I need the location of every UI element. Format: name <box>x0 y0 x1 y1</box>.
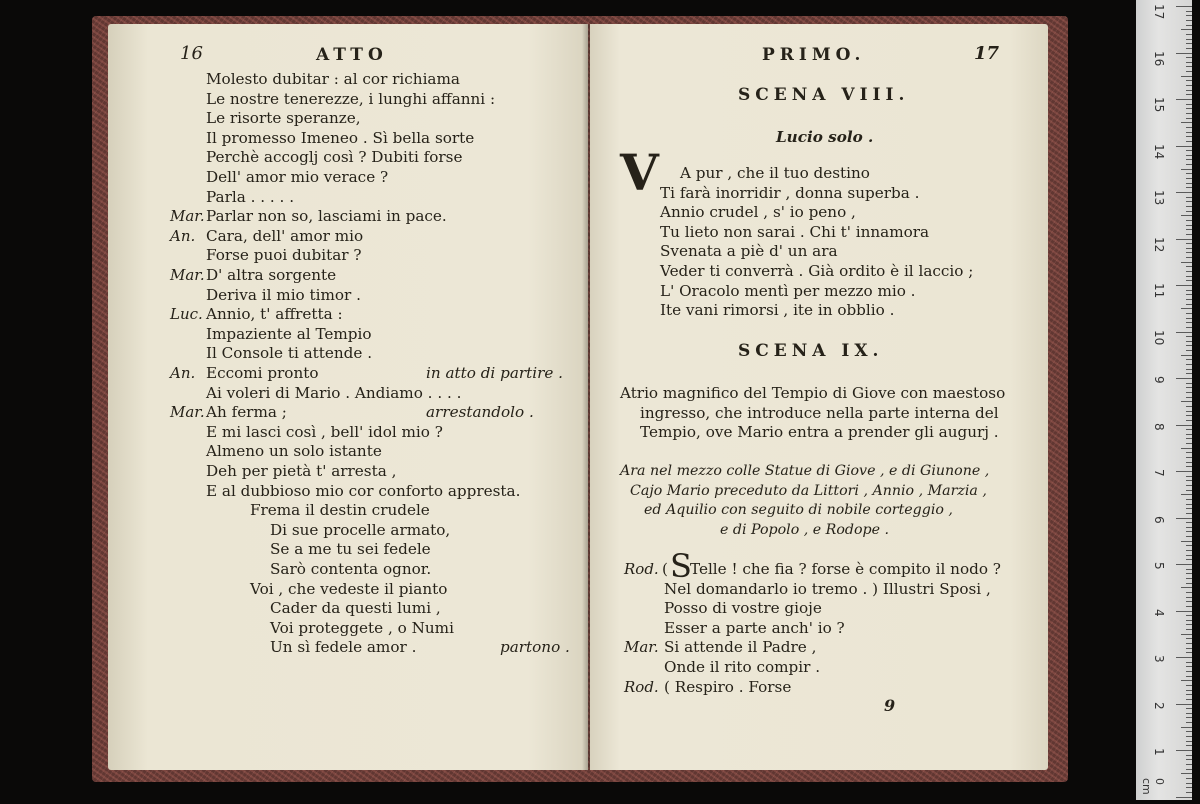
ruler-tick <box>1186 187 1192 188</box>
monologue-line: A pur , che il tuo destino <box>680 164 870 182</box>
ruler-tick <box>1186 666 1192 667</box>
scene-viii-character: Lucio solo . <box>776 128 874 146</box>
stage-direction: in atto di partire . <box>426 364 564 382</box>
ruler-tick <box>1186 136 1192 137</box>
ruler-tick <box>1186 434 1192 435</box>
ruler-tick <box>1186 676 1192 677</box>
ruler-tick <box>1186 341 1192 342</box>
aria-line: Cader da questi lumi , <box>270 599 441 618</box>
ruler-tick <box>1186 383 1192 384</box>
verse-line: Annio, t' affretta : <box>206 305 343 324</box>
ruler-tick <box>1181 29 1192 30</box>
ruler-tick <box>1186 731 1192 732</box>
ruler-tick <box>1186 745 1192 746</box>
verse-line: Dell' amor mio verace ? <box>206 168 389 186</box>
ruler-tick <box>1186 522 1192 523</box>
verse-line: Le nostre tenerezze, i lunghi affanni : <box>206 89 496 108</box>
ruler-tick <box>1176 146 1192 147</box>
verse-line: Ai voleri di Mario . Andiamo . . . . <box>206 383 462 402</box>
monologue-line: Annio crudel , s' io peno , <box>660 203 856 222</box>
ruler-tick <box>1186 490 1192 491</box>
ruler-tick <box>1186 159 1192 160</box>
verse-line: Almeno un solo istante <box>206 442 382 461</box>
dialogue-line: Nel domandarlo io tremo . ) Illustri Sposi , <box>664 579 991 598</box>
ruler-tick <box>1181 773 1192 774</box>
scene-ix-title: SCENA IX. <box>738 341 884 361</box>
ruler-tick <box>1186 583 1192 584</box>
ruler-tick <box>1176 192 1192 193</box>
ruler-tick <box>1176 704 1192 705</box>
ruler-tick <box>1186 713 1192 714</box>
ruler-tick <box>1186 690 1192 691</box>
ruler-tick <box>1186 694 1192 695</box>
ruler-number: 1 <box>1152 748 1166 756</box>
ruler-tick <box>1186 206 1192 207</box>
stage-direction: partono . <box>500 638 570 657</box>
ruler-tick <box>1186 392 1192 393</box>
ruler-tick <box>1186 508 1192 509</box>
ruler-tick <box>1176 332 1192 333</box>
ruler-tick <box>1176 797 1192 798</box>
ruler-number: 15 <box>1152 97 1166 113</box>
ruler-tick <box>1186 736 1192 737</box>
verse-line: Deh per pietà t' arresta , <box>206 462 397 480</box>
speaker-label: Mar. <box>170 403 205 422</box>
ruler-tick <box>1186 531 1192 532</box>
ruler-tick <box>1176 471 1192 472</box>
aria-line: Se a me tu sei fedele <box>270 540 431 559</box>
ruler-tick <box>1186 15 1192 16</box>
ruler-tick <box>1186 555 1192 556</box>
ruler-tick <box>1186 113 1192 114</box>
speaker-label: Rod. <box>624 677 659 696</box>
ruler-tick <box>1186 141 1192 142</box>
ruler-tick <box>1186 234 1192 235</box>
ruler-number: 11 <box>1152 283 1166 299</box>
ruler-tick <box>1186 313 1192 314</box>
ruler-tick <box>1181 634 1192 635</box>
verse-line: D' altra sorgente <box>206 266 337 284</box>
ruler-tick <box>1176 6 1192 7</box>
verse-line: Forse puoi dubitar ? <box>206 246 362 265</box>
ruler-tick <box>1186 443 1192 444</box>
ruler-tick <box>1186 755 1192 756</box>
ruler-tick <box>1186 699 1192 700</box>
ruler-tick <box>1186 248 1192 249</box>
verse-line: Molesto dubitar : al cor richiama <box>206 70 460 88</box>
ruler-tick <box>1186 420 1192 421</box>
ruler-number: 8 <box>1152 422 1166 431</box>
ruler-tick <box>1186 485 1192 486</box>
ruler-tick <box>1186 764 1192 765</box>
monologue-line: Ite vani rimorsi , ite in obblio . <box>660 301 895 320</box>
ruler-number: 14 <box>1152 143 1166 159</box>
ruler-tick <box>1186 280 1192 281</box>
ruler-tick <box>1186 559 1192 560</box>
ruler-tick <box>1186 373 1192 374</box>
ruler-tick <box>1181 308 1192 309</box>
bracket-prefix: ( <box>662 560 668 578</box>
monologue-line: Ti farà inorridir , donna superba . <box>660 183 920 202</box>
ruler-tick <box>1186 318 1192 319</box>
ruler-tick <box>1186 173 1192 174</box>
speaker-label: Rod. <box>624 560 659 578</box>
ruler-tick <box>1186 504 1192 505</box>
ruler-tick <box>1186 462 1192 463</box>
ruler-tick <box>1186 271 1192 272</box>
stage-direction-line: Cajo Mario preceduto da Littori , Annio , Marzia , <box>630 482 987 499</box>
right-page <box>590 24 1048 770</box>
ruler-tick <box>1186 155 1192 156</box>
ruler-number: 4 <box>1152 608 1166 617</box>
ruler-tick <box>1176 53 1192 54</box>
ruler-tick <box>1176 657 1192 658</box>
ruler-number: 3 <box>1152 655 1166 663</box>
ruler-tick <box>1186 652 1192 653</box>
ruler-tick <box>1186 211 1192 212</box>
ruler-tick <box>1186 397 1192 398</box>
ruler-tick <box>1186 438 1192 439</box>
ruler-tick <box>1181 727 1192 728</box>
ruler-tick <box>1186 252 1192 253</box>
ruler-tick <box>1176 564 1192 565</box>
aria-line: Sarò contenta ognor. <box>270 560 432 578</box>
ruler-tick <box>1186 336 1192 337</box>
aria-line: Voi , che vedeste il pianto <box>250 579 448 598</box>
monologue-line: Tu lieto non sarai . Chi t' innamora <box>660 222 930 241</box>
verse-line: Le risorte speranze, <box>206 109 361 128</box>
ruler-tick <box>1186 629 1192 630</box>
ruler-tick <box>1186 304 1192 305</box>
ruler-tick <box>1186 345 1192 346</box>
ruler-number: 13 <box>1152 190 1166 206</box>
aria-line: Voi proteggete , o Numi <box>270 618 454 637</box>
ruler-tick <box>1186 527 1192 528</box>
ruler-tick <box>1186 71 1192 72</box>
ruler-tick <box>1186 359 1192 360</box>
stage-direction-line: e di Popolo , e Rodope . <box>720 521 890 538</box>
stage-direction-line: ed Aquilio con seguito di nobile corteggio , <box>644 502 953 519</box>
ruler-tick <box>1181 262 1192 263</box>
ruler-tick <box>1186 62 1192 63</box>
ruler-tick <box>1181 587 1192 588</box>
ruler-tick <box>1186 717 1192 718</box>
ruler-number: 5 <box>1152 562 1166 570</box>
ruler-tick <box>1186 183 1192 184</box>
ruler-tick <box>1186 671 1192 672</box>
ruler-unit-label: 0 cm <box>1140 778 1166 795</box>
ruler-tick <box>1186 476 1192 477</box>
ruler-tick <box>1181 76 1192 77</box>
ruler-tick <box>1186 708 1192 709</box>
ruler-number: 9 <box>1152 376 1166 384</box>
ruler-number: 6 <box>1152 515 1166 524</box>
ruler-tick <box>1186 759 1192 760</box>
ruler-tick <box>1186 90 1192 91</box>
speaker-label: Luc. <box>170 305 203 324</box>
ruler-tick <box>1186 787 1192 788</box>
ruler-tick <box>1186 597 1192 598</box>
ruler-tick <box>1186 350 1192 351</box>
ruler-tick <box>1186 66 1192 67</box>
ruler-tick <box>1186 662 1192 663</box>
ruler-tick <box>1186 545 1192 546</box>
ruler-tick <box>1186 108 1192 109</box>
ruler-tick <box>1176 285 1192 286</box>
ruler-number: 17 <box>1152 4 1166 20</box>
ruler-tick <box>1186 225 1192 226</box>
ruler-tick <box>1186 480 1192 481</box>
ruler-tick <box>1186 638 1192 639</box>
ruler-tick <box>1176 239 1192 240</box>
dialogue-line: Onde il rito compir . <box>664 658 821 676</box>
ruler-tick <box>1186 411 1192 412</box>
ruler-number: 10 <box>1152 329 1166 345</box>
ruler-tick <box>1186 513 1192 514</box>
ruler-number: 12 <box>1152 236 1166 252</box>
ruler-tick <box>1186 369 1192 370</box>
ruler-tick <box>1186 573 1192 574</box>
left-page <box>108 24 588 770</box>
dialogue-line: Si attende il Padre , <box>664 638 817 657</box>
ruler-tick <box>1186 429 1192 430</box>
ruler-tick <box>1186 415 1192 416</box>
verse-line: E mi lasci così , bell' idol mio ? <box>206 422 443 441</box>
aria-line: Di sue procelle armato, <box>270 520 451 539</box>
scene-viii-title: SCENA VIII. <box>738 85 910 105</box>
speaker-label: Mar. <box>170 207 205 226</box>
catchword: 9 <box>884 696 896 715</box>
verse-line: Parlar non so, lasciami in pace. <box>206 207 447 226</box>
ruler-tick <box>1186 118 1192 119</box>
speaker-label: Mar. <box>170 266 205 284</box>
dialogue-line: Esser a parte anch' io ? <box>664 618 845 637</box>
ruler-tick <box>1186 197 1192 198</box>
ruler-tick <box>1186 294 1192 295</box>
ruler-tick <box>1176 378 1192 379</box>
ruler-tick <box>1186 783 1192 784</box>
verse-line: Il Console ti attende . <box>206 344 373 363</box>
ruler-tick <box>1186 685 1192 686</box>
ruler-tick <box>1186 80 1192 81</box>
speaker-label: Mar. <box>624 638 659 657</box>
ruler-tick <box>1186 606 1192 607</box>
ruler-tick <box>1176 425 1192 426</box>
ruler-tick <box>1181 355 1192 356</box>
ruler-tick <box>1186 569 1192 570</box>
ruler-tick <box>1186 178 1192 179</box>
ruler-tick <box>1186 150 1192 151</box>
ruler-tick <box>1186 104 1192 105</box>
ruler-tick <box>1176 99 1192 100</box>
ruler-tick <box>1186 276 1192 277</box>
verse-line: Parla . . . . . <box>206 187 295 206</box>
ruler-tick <box>1186 387 1192 388</box>
setting-line: Atrio magnifico del Tempio di Giove con maestoso <box>620 384 1006 402</box>
ruler-tick <box>1186 266 1192 267</box>
ruler-tick <box>1186 406 1192 407</box>
ruler-tick <box>1186 43 1192 44</box>
ruler-tick <box>1186 299 1192 300</box>
stage-direction: arrestandolo . <box>426 403 534 422</box>
ruler-tick <box>1186 127 1192 128</box>
left-page-number: 16 <box>180 43 203 64</box>
setting-line: ingresso, che introduce nella parte interna del <box>640 403 999 422</box>
ruler-number: 16 <box>1152 50 1166 66</box>
ruler-tick <box>1186 85 1192 86</box>
speaker-label: An. <box>170 364 196 382</box>
ruler-tick <box>1186 499 1192 500</box>
ruler-tick <box>1181 215 1192 216</box>
ruler-number: 2 <box>1152 701 1166 710</box>
right-running-head: PRIMO. <box>762 45 866 65</box>
verse-line: Impaziente al Tempio <box>206 324 372 343</box>
dialogue-line: ( Respiro . Forse <box>664 677 792 696</box>
ruler-tick <box>1186 648 1192 649</box>
ruler-tick <box>1186 20 1192 21</box>
ruler-tick <box>1176 518 1192 519</box>
verse-line: Perchè accoglj così ? Dubiti forse <box>206 148 463 167</box>
aria-line: Frema il destin crudele <box>250 501 430 520</box>
ruler-tick <box>1186 11 1192 12</box>
verse-line: Il promesso Imeneo . Sì bella sorte <box>206 128 475 147</box>
ruler-tick <box>1186 229 1192 230</box>
ruler-tick <box>1186 615 1192 616</box>
verse-line: E al dubbioso mio cor conforto appresta. <box>206 481 521 500</box>
ruler-tick <box>1181 680 1192 681</box>
ruler-tick <box>1186 132 1192 133</box>
verse-line: Deriva il mio timor . <box>206 285 361 304</box>
ruler-tick <box>1186 624 1192 625</box>
ruler-tick <box>1186 741 1192 742</box>
ruler-tick <box>1186 322 1192 323</box>
ruler-tick <box>1181 169 1192 170</box>
ruler-tick <box>1186 327 1192 328</box>
ruler-tick <box>1186 201 1192 202</box>
ruler-tick <box>1186 466 1192 467</box>
dialogue-line: Telle ! che fia ? forse è compito il nodo ? <box>690 560 1001 578</box>
ruler-tick <box>1181 122 1192 123</box>
ruler-tick <box>1186 164 1192 165</box>
monologue-line: L' Oracolo mentì per mezzo mio . <box>660 281 916 300</box>
ruler-tick <box>1181 448 1192 449</box>
ruler-tick <box>1176 750 1192 751</box>
drop-cap: V <box>620 143 659 202</box>
ruler-tick <box>1186 48 1192 49</box>
stage-direction-line: Ara nel mezzo colle Statue di Giove , e di Giunone , <box>620 463 990 479</box>
ruler-tick <box>1186 792 1192 793</box>
ruler-tick <box>1186 243 1192 244</box>
verse-line: Cara, dell' amor mio <box>206 226 364 245</box>
ruler-tick <box>1186 257 1192 258</box>
ruler-number: 7 <box>1152 469 1166 477</box>
ruler-tick <box>1186 769 1192 770</box>
ruler-tick <box>1186 57 1192 58</box>
measuring-ruler <box>1136 0 1192 800</box>
ruler-tick <box>1181 541 1192 542</box>
ruler-tick <box>1186 94 1192 95</box>
setting-line: Tempio, ove Mario entra a prender gli augurj . <box>640 423 999 442</box>
ruler-tick <box>1186 290 1192 291</box>
ruler-tick <box>1186 220 1192 221</box>
ruler-tick <box>1186 25 1192 26</box>
speaker-label: An. <box>170 226 196 245</box>
ruler-tick <box>1186 620 1192 621</box>
left-running-head: ATTO <box>316 45 388 65</box>
ruler-tick <box>1181 401 1192 402</box>
monologue-line: Veder ti converrà . Già ordito è il laccio ; <box>660 262 974 280</box>
verse-line: Eccomi pronto <box>206 364 319 382</box>
ruler-tick <box>1186 39 1192 40</box>
ruler-tick <box>1186 452 1192 453</box>
ruler-tick <box>1186 592 1192 593</box>
ruler-tick <box>1186 722 1192 723</box>
ruler-tick <box>1186 601 1192 602</box>
monologue-line: Svenata a piè d' un ara <box>660 242 838 261</box>
aria-line: Un sì fedele amor . <box>270 638 417 657</box>
drop-cap-s: S <box>670 547 692 585</box>
dialogue-line: Posso di vostre gioje <box>664 599 822 618</box>
verse-line: Ah ferma ; <box>206 403 287 422</box>
ruler-tick <box>1186 364 1192 365</box>
ruler-tick <box>1186 578 1192 579</box>
ruler-tick <box>1186 536 1192 537</box>
ruler-tick <box>1181 494 1192 495</box>
right-page-number: 17 <box>974 43 1000 64</box>
ruler-tick <box>1186 457 1192 458</box>
ruler-tick <box>1186 34 1192 35</box>
ruler-tick <box>1186 550 1192 551</box>
ruler-tick <box>1176 611 1192 612</box>
ruler-tick <box>1186 643 1192 644</box>
ruler-tick <box>1186 778 1192 779</box>
